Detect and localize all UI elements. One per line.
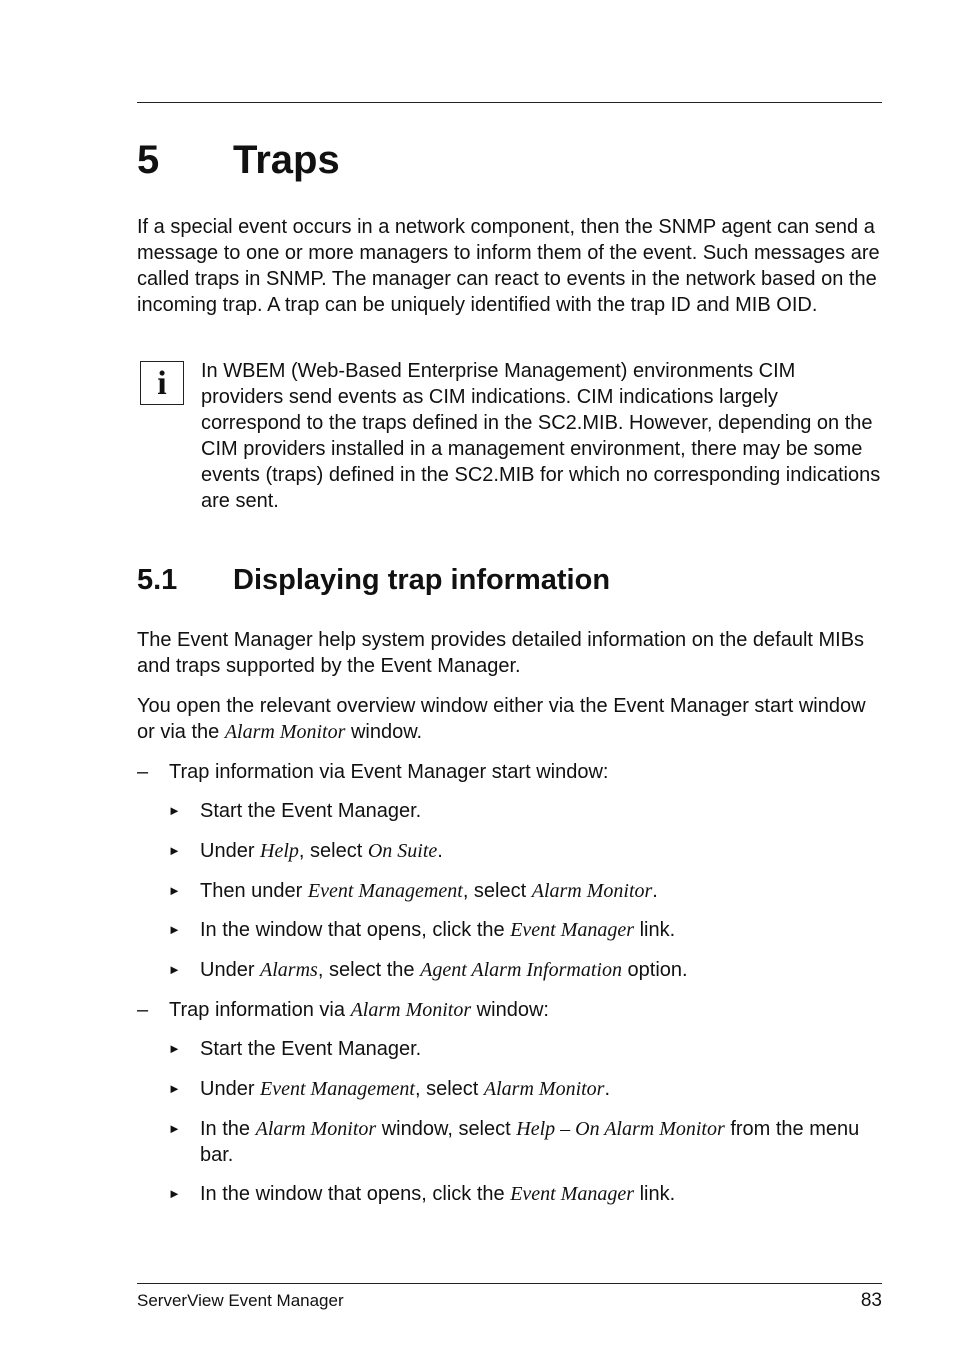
section-title: Displaying trap information [233, 564, 611, 596]
arrow-icon: ► [168, 1041, 181, 1056]
arrow-icon: ► [168, 803, 181, 818]
chapter-number: 5 [137, 138, 160, 182]
arrow-icon: ► [168, 962, 181, 977]
intro-paragraph: If a special event occurs in a network component, then the SNMP agent can send a message to one or more managers to inform them of the event. Such messages are called traps in SNMP. The manager can react to events in the network based on the incoming trap. A trap can be uniquely identified with the trap ID and MIB OID. [137, 216, 880, 316]
step-text: Under Help, select On Suite. [200, 840, 443, 862]
arrow-icon: ► [168, 1081, 181, 1096]
paragraph-help-system: The Event Manager help system provides detailed information on the default MIBs and traps supported by the Event Manager. [137, 629, 865, 677]
chapter-title: Traps [233, 138, 340, 182]
arrow-icon: ► [168, 883, 181, 898]
arrow-icon: ► [168, 843, 181, 858]
arrow-icon: ► [168, 922, 181, 937]
ui-term: Alarm Monitor [224, 721, 346, 743]
arrow-icon: ► [168, 1121, 181, 1136]
paragraph-overview-window [137, 693, 882, 745]
header-rule [137, 102, 882, 103]
list-heading-text: Trap information via Alarm Monitor window: [169, 999, 549, 1021]
step-text: Start the Event Manager. [200, 800, 422, 822]
section-number: 5.1 [137, 564, 178, 596]
list-heading-text: Trap information via Event Manager start window: [169, 761, 609, 783]
step-text: In the Alarm Monitor window, select Help – On Alarm Monitor from the menu bar. [200, 1118, 860, 1166]
page-number: 83 [860, 1290, 882, 1311]
step-text: Then under Event Management, select Alarm Monitor. [200, 880, 658, 902]
text: You open the relevant overview window either via the Event Manager start window or via the [137, 695, 866, 743]
info-icon: i [140, 361, 184, 405]
footer-document-title: ServerView Event Manager [137, 1291, 344, 1310]
step-text: Under Alarms, select the Agent Alarm Information option. [200, 959, 688, 981]
dash-marker: – [137, 761, 149, 783]
step-text: Under Event Management, select Alarm Monitor. [200, 1078, 611, 1100]
step-text: In the window that opens, click the Event Manager link. [200, 1183, 676, 1205]
footer-rule [137, 1283, 882, 1284]
note-text: In WBEM (Web-Based Enterprise Management) environments CIM providers send events as CIM indications. CIM indications largely correspond to the traps defined in the SC2.MIB. However, depending on the CIM providers installed in a management environment, there may be some events (traps) defined in the SC2.MIB for which no corresponding indications are sent. [201, 360, 881, 512]
dash-marker: – [137, 999, 149, 1021]
step-text: Start the Event Manager. [200, 1038, 422, 1060]
text: window. [345, 721, 423, 743]
arrow-icon: ► [168, 1186, 181, 1201]
step-text: In the window that opens, click the Event Manager link. [200, 919, 676, 941]
